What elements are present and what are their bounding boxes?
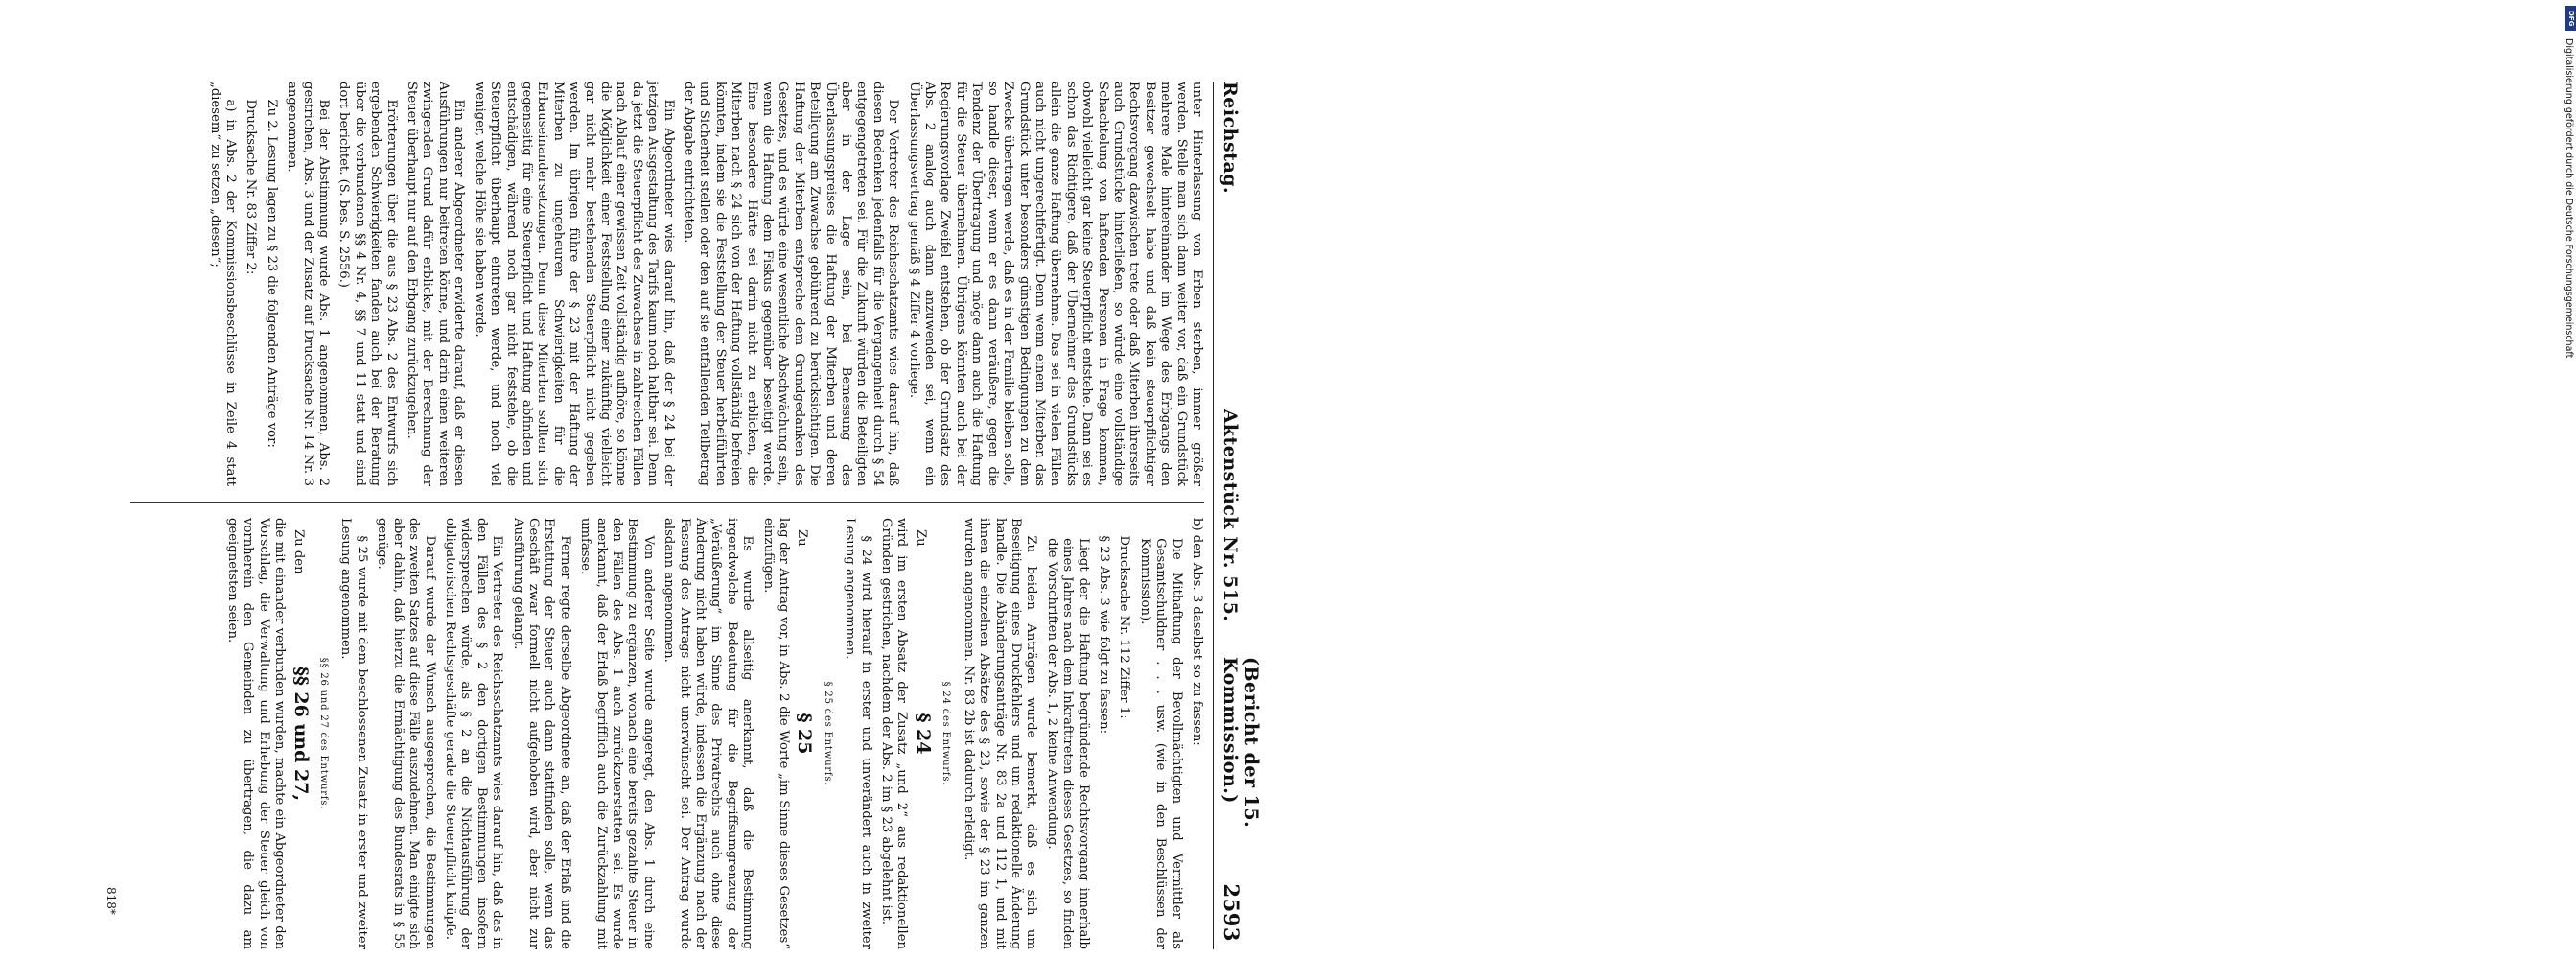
section-heading [290, 518, 312, 949]
paragraph: Bei der Abstimmung wurde Abs. 1 angenommen, Abs. 2 gestrichen, Abs. 3 und der Zusatz auf Drucksache Nr. 14 Nr. 3 angenommen. [285, 82, 332, 486]
paragraph: Zu beiden Anträgen wurde bemerkt, daß es sich um Beseitigung eines Druckfehlers und um redaktionelle Änderung handle. Die Abänderungsanträge Nr. 83 2a und 112 1, und mit ihnen die einzelnen Absätze des § 23, sowie der § 23 im ganzen wurden angenommen. Nr. 83 2b ist dadurch erledigt. [961, 518, 1039, 949]
paragraph: § 25 wurde mit dem beschlossenen Zusatz in erster und zweiter Lesung angenommen. [338, 518, 369, 949]
paragraph: Drucksache Nr. 83 Ziffer 2: [244, 99, 259, 275]
dfg-logo-icon: DFG [2565, 6, 2576, 31]
page-number: 2593 [1219, 883, 1243, 942]
section-heading [794, 518, 816, 949]
paragraph: Zu 2. Lesung lagen zu § 23 die folgenden Anträge vor: [264, 99, 279, 448]
page-header [1213, 82, 1262, 949]
paragraph: Darauf wurde der Wunsch ausgesprochen, die Bestimmungen des zweiten Satzes auf diese Fälle auszudehnen. Man einigte sich aber dahin, daß hierzu die Ermächtigung des Bundesrats in § 55 genüge. [375, 518, 437, 949]
paragraph: Liegt der die Haftung begründende Rechtsvorgang innerhalb eines Jahres nach dem Inkrafttreten dieses Gesetzes, so finden die Vorschriften der Abs. 1, 2 keine Anwendung. [1044, 538, 1091, 949]
paragraph: § 24 wird hierauf in erster und unverändert auch in zweiter Lesung angenommen. [843, 518, 873, 949]
section-lead: Zu den [290, 529, 306, 574]
paragraph: Ferner regte derselbe Abgeordnete an, daß der Erlaß und die Erstattung der Steuer auch dann stattfinden solle, wenn das Geschäft zwar formell nicht aufgehoben wird, aber nicht zur Ausführung gelangt. [510, 518, 572, 949]
paragraph: die mit einander verbunden wurden, machte ein Abgeordneter den Vorschlag, die Verwaltung und Erhebung der Steuer gleich von vornherein den Gemeinden zu übertragen, die dazu am geeignetsten seien. [225, 518, 288, 949]
section-lead: Zu [913, 529, 928, 547]
paragraph: Der Vertreter des Reichsschatzamts wies darauf hin, daß diesen Bedenken jedenfalls für die Vergangenheit durch § 54 entgegengetreten sei. Für die Zukunft würden die Beteiligten aber in der Lage sein, bei Bemessung des Überlassungspreises die Haftung der Miterben und deren Beteiligung am Zuwachse gebührend zu berücksichtigen. Die Haftung der Miterben entspreche dem Grundgedanken des Gesetzes, und es würde eine wesentliche Abschwächung sein, wenn die Haftung dem Fiskus gegenüber beseitigt werde. Eine besondere Härte sei darin nicht zu erblicken, die Miterben nach § 24 sich von der Haftung vollständig befreien könnten, indem sie die Feststellung der Steuer herbeiführten und Sicherheit stellen oder den auf sie entfallenden Teilbetrag der Abgabe entrichteten. [682, 82, 901, 486]
section-label: §§ 26 und 27 des Entwurfs. [318, 657, 330, 810]
paragraph: Von anderer Seite wurde angeregt, den Abs. 1 durch eine Bestimmung zu ergänzen, wonach eine bereits gezahlte Steuer in den Fällen des Abs. 1 auch zurückzuerstatten sei. Es wurde anerkannt, daß der Erlaß begrifflich auch die Zurückzahlung mit umfasse. [578, 518, 656, 949]
left-column [130, 82, 1204, 496]
header-left: Reichstag. [1219, 82, 1241, 195]
header-parenthetical: (Bericht der 15. Kommission.) [1219, 657, 1262, 829]
paragraph: Drucksache Nr. 112 Ziffer 1: [1117, 535, 1132, 719]
section-label: § 25 des Entwurfs. [822, 681, 833, 786]
paragraph: Ein Abgeordneter wies darauf hin, daß der § 24 bei der jetzigen Ausgestaltung des Tarifs kaum noch haltbar sei. Denn da jetzt die Steuerpflicht des Zuwachses in zahlreichen Fällen nach Ablauf einer gewissen Zeit vollständig aufhöre, so könne die Möglichkeit einer Feststellung einer zukünftig vielleicht gar nicht mehr bestehenden Steuerpflicht nicht gegeben werden. Im übrigen führe der § 23 mit der Haftung der Miterben zu ungeheuren Schwierigkeiten für die Erbauseinandersetzungen. Denn diese Miterben sollten sich gegenseitig für eine Steuerpflicht und Haftung abfinden und entschädigen, während noch gar nicht feststehe, ob die Steuerpflicht überhaupt eintreten werde, und noch viel weniger, welche Höhe sie haben werde. [472, 82, 676, 486]
section-title: § 25 [794, 713, 816, 755]
section-title: §§ 26 und 27, [290, 666, 312, 802]
digitization-note: Digitalisierung gefördert durch die Deutsche Forschungsgemeinschaft [2564, 38, 2574, 359]
paragraph: Ein Vertreter des Reichsschatzamts wies darauf hin, daß das in den Fällen des § 2 den dortigen Bestimmungen insofern widersprechen würde, als § 2 an die Nichtausführung der obligatorischen Rechtsgeschäfte gerade die Steuerpflicht knüpfe. [442, 518, 505, 949]
side-margin [1252, 0, 2575, 959]
paragraph: Erörterungen über die aus § 23 Abs. 2 des Entwurfs sich ergebenden Schwierigkeiten fanden auch bei der Beratung über die verbundenen §§ 4 Nr. 4, §§ 7 und 11 statt und sind dort berichtet. (S. bes. S. 2556.) [337, 82, 399, 486]
paragraph: Ein anderer Abgeordneter erwiderte darauf, daß er diesen Ausführungen nur beitreten könne, und darin einen weiteren zwingenden Grund dafür erblicke, mit der Berechnung der Steuer überhaupt nur auf den Erbgang zurückzugehen. [405, 82, 467, 486]
document-page [80, 0, 1262, 959]
paragraph: Es wurde allseitig anerkannt, daß die Bestimmung irgendwelche Bedeutung für die Begriffsumgrenzung der „Veräußerung“ im Sinne des Privatrechts auch ohne diese Änderung nicht haben würde, indessen die Ergänzung nach der Fassung des Antrags nicht unerwünscht sei. Der Antrag wurde alsdann angenommen. [661, 518, 755, 949]
signature-mark: 818* [104, 887, 118, 915]
right-column [130, 508, 1204, 949]
section-heading [912, 518, 934, 949]
section-lead: Zu [795, 529, 810, 547]
paragraph: b) den Abs. 3 daselbst so zu fassen: [1190, 518, 1204, 746]
header-center: Aktenstück Nr. 515. [1219, 409, 1241, 622]
section-title: § 24 [912, 713, 934, 755]
paragraph: lag der Antrag vor, in Abs. 2 die Worte „im Sinne dieses Gesetzes“ einzufügen. [760, 518, 792, 949]
paragraph: unter Hinterlassung von Erben sterben, immer größer werden. Stelle man sich dann weiter vor, daß ein Grundstück mehrere Male hintereinander im Wege des Erbgangs den Besitzer gewechselt habe und daß kein steuerpflichtiger Rechtsvorgang dazwischen trete oder daß Miterben ihrerseits auch Grundstücke hinterließen, so würde eine vollständige Schachtelung von haftenden Personen in Frage kommen, obwohl vielleicht gar keine Steuerpflicht entstehe. Dann sei es schon das Richtigere, daß der Übernehmer des Grundstücks allein die ganze Haftung übernehme. Das sei in vielen Fällen auch nicht ungerechtfertigt. Denn wenn einem Miterben das Grundstück unter besonders günstigen Bedingungen zu dem Zwecke übertragen werde, daß es in der Familie bleiben solle, so handle dieser, wenn er es dann veräußere, gegen die Tendenz der Übertragung und möge dann auch die Haftung für die Steuer übernehmen. Übrigens könnten auch bei der Regierungsvorlage Zweifel entstehen, ob der Grundsatz des Abs. 2 analog auch dann anzuwenden sei, wenn ein Überlassungsvertrag gemäß § 4 Ziffer 4 vorliege. [906, 82, 1204, 486]
paragraph: a) in Abs. 2 der Kommissionsbeschlüsse in Zeile 4 statt „diesem“ zu setzen „diesen“; [207, 82, 239, 486]
paragraph: § 23 Abs. 3 wie folgt zu fassen: [1096, 535, 1111, 735]
paragraph: wird im ersten Absatz der Zusatz „und 2“ aus redaktionellen Gründen gestrichen, nachdem der Abs. 2 im § 23 abgelehnt ist. [879, 518, 910, 949]
section-label: § 24 des Entwurfs. [940, 681, 952, 786]
paragraph: Die Mithaftung der Bevollmächtigten und Vermittler als Gesamtschuldner . . . usw. (wie in den Beschlüssen der Kommission). [1137, 538, 1184, 949]
column-divider [130, 502, 1204, 503]
